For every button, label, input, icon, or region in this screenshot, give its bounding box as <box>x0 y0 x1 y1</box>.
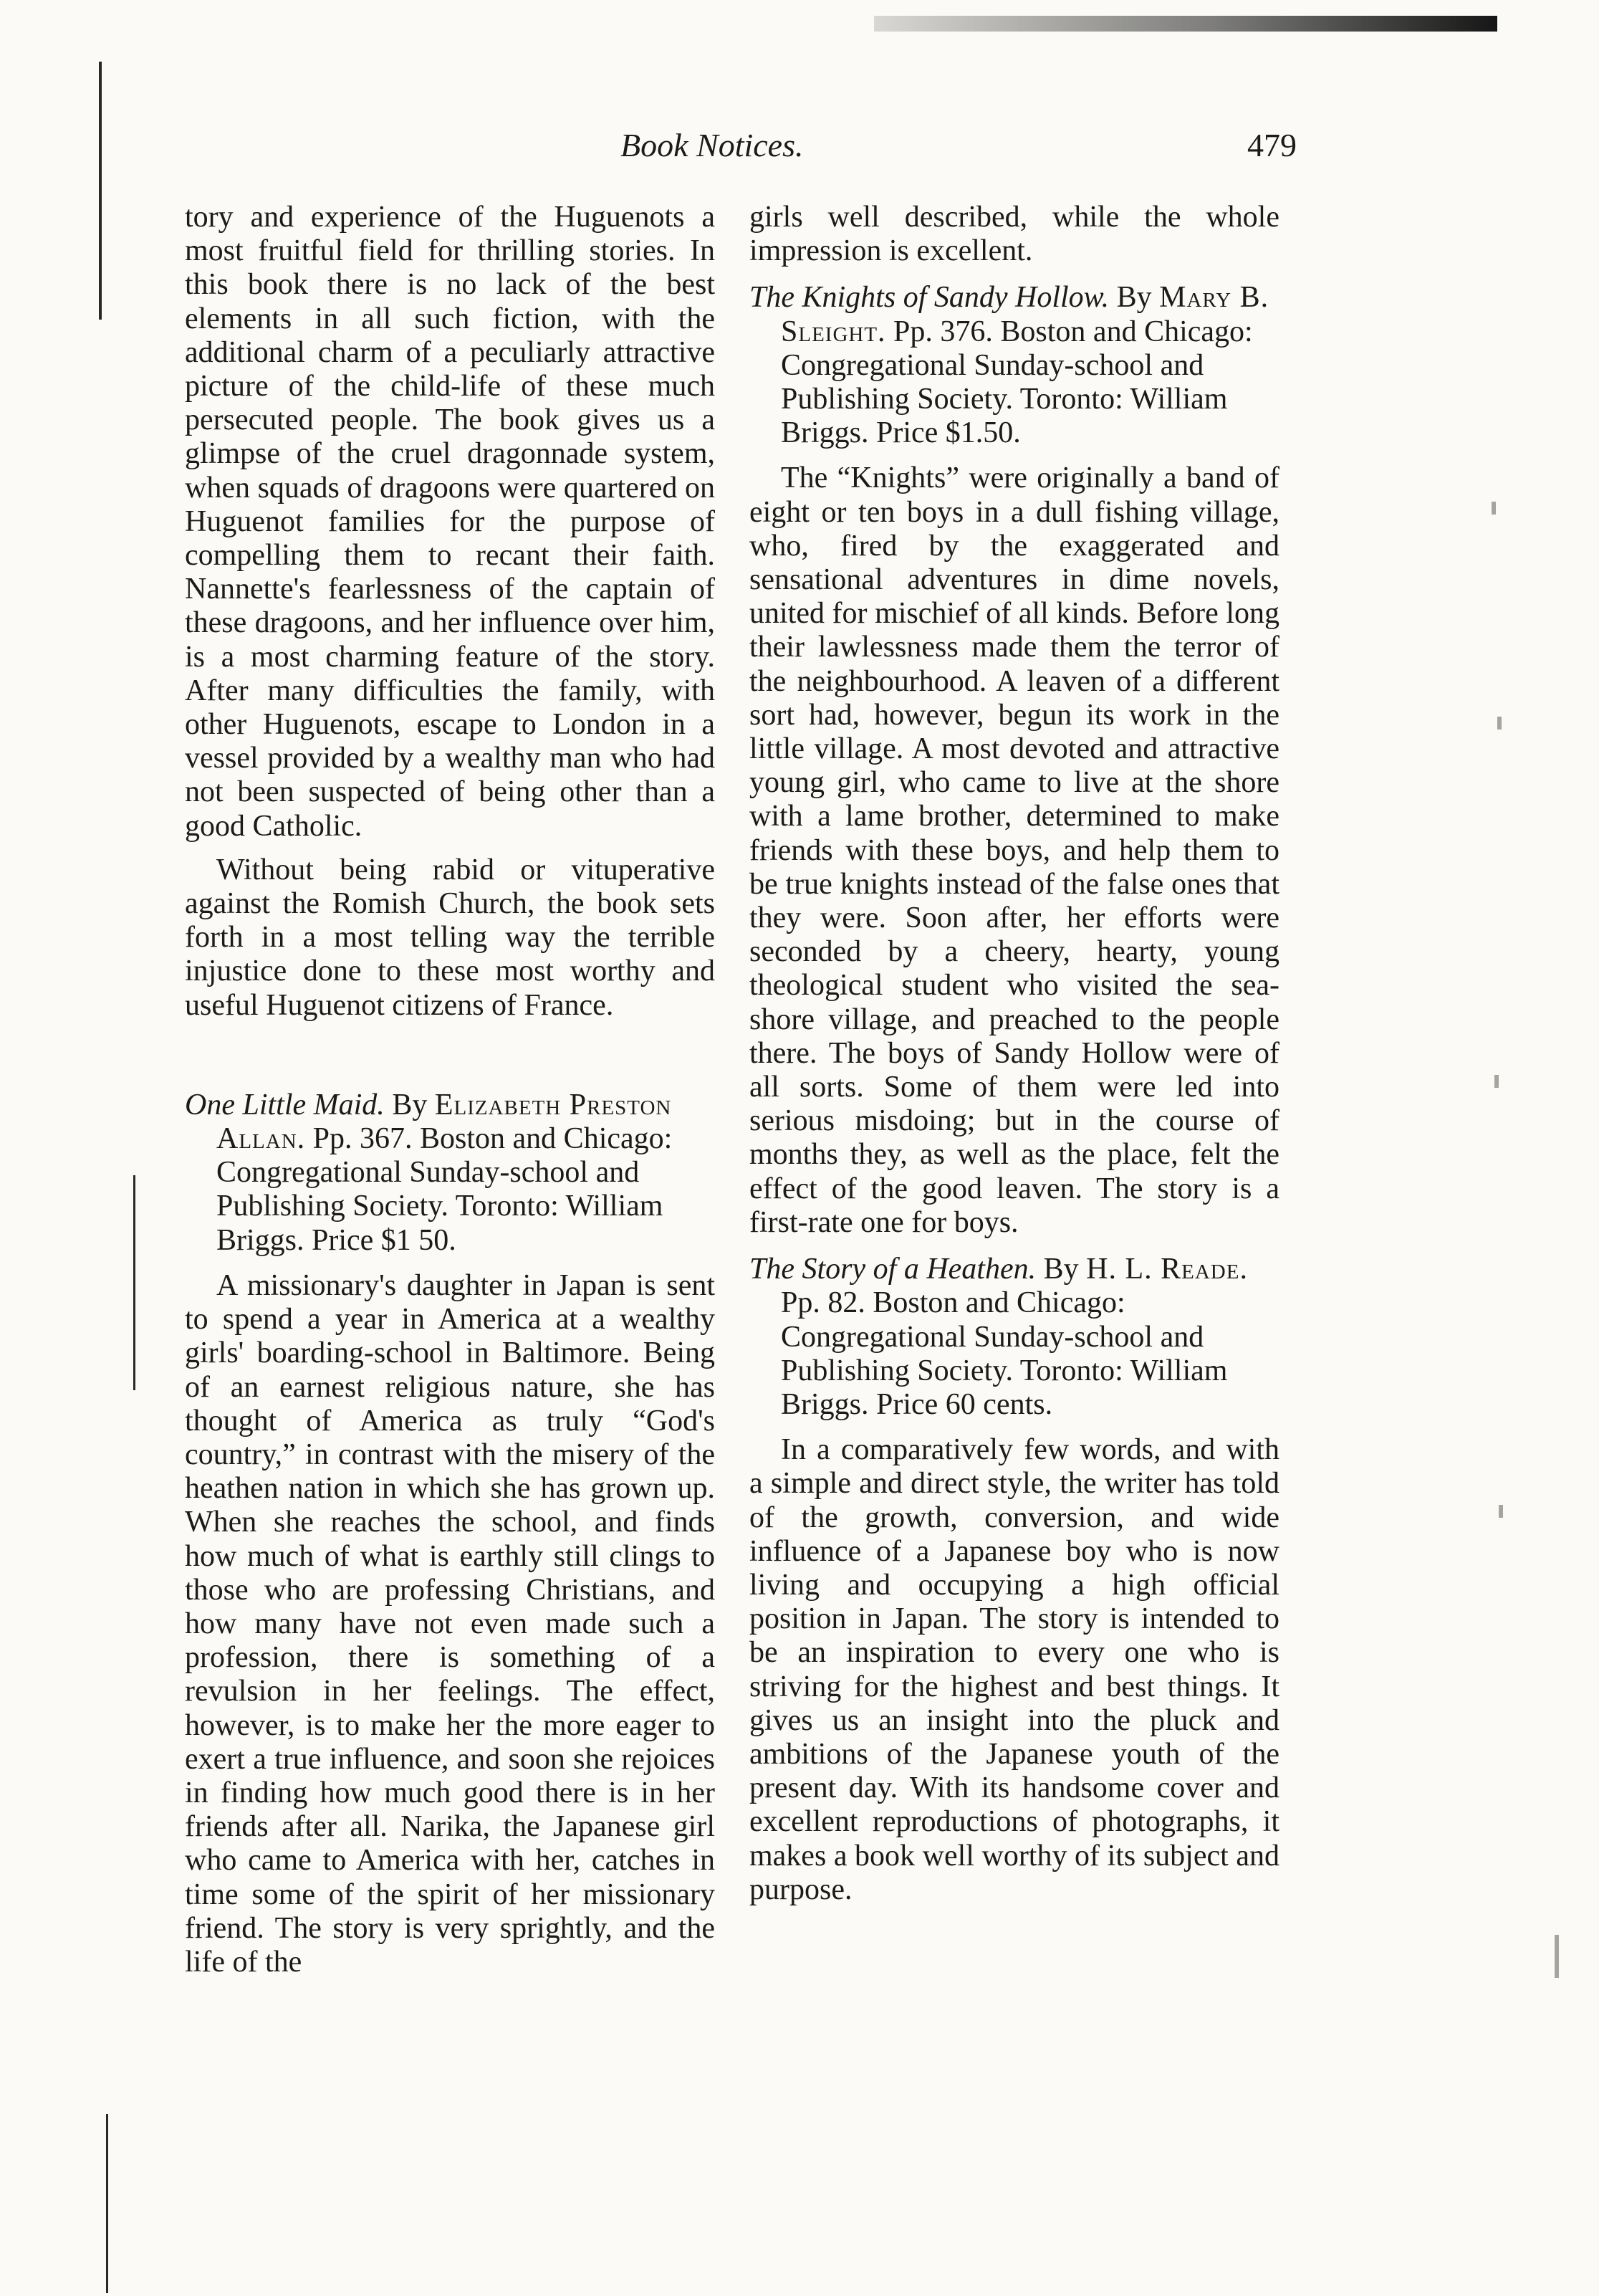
left-margin-mark <box>106 2114 108 2293</box>
running-title: Book Notices. <box>620 127 804 163</box>
body-paragraph: Without being rabid or vituperative against the Romish Church, the book sets forth in a most telling way the terrible injustice done to these most worthy and useful Huguenot citizens of France. <box>185 853 715 1022</box>
book-author: H. L. Reade. <box>1086 1253 1248 1286</box>
continuation-paragraph: girls well described, while the whole impression is excellent. <box>749 201 1279 268</box>
page-header <box>185 120 1297 171</box>
right-margin-speck <box>1494 1075 1499 1088</box>
right-margin-speck <box>1555 1935 1559 1978</box>
left-margin-mark <box>133 1175 135 1390</box>
by-word: By <box>1043 1253 1079 1286</box>
book-title: The Story of a Heathen. <box>749 1253 1037 1286</box>
by-word: By <box>1116 281 1152 315</box>
book-details: Pp. 376. Boston and Chicago: Congregational Sunday-school and Publishing Society. Toronto: William Briggs. Price $1.50. <box>781 315 1253 450</box>
book-notice-heading <box>185 1089 715 1258</box>
book-review-paragraph: In a comparatively few words, and with a simple and direct style, the writer has told of the growth, conversion, and wide influence of a Japanese boy who is now living and occupying a high official position in Japan. The story is intended to be an inspiration to every one who is striving for the highest and best things. It gives us an insight into the pluck and ambitions of the Japanese youth of the present day. With its handsome cover and excellent reproductions of photographs, it makes a book well worthy of its subject and purpose. <box>749 1433 1279 1906</box>
book-author: Mary B. Sleight. <box>781 281 1269 348</box>
top-printed-rule <box>874 16 1497 32</box>
left-margin-mark <box>99 62 102 320</box>
book-author: Elizabeth Preston Allan. <box>216 1088 672 1156</box>
book-review-paragraph: A missionary's daughter in Japan is sent to spend a year in America at a wealthy girls' boarding-school in Baltimore. Being of an earnest religious nature, she has thought of America as truly “God's country,” in contrast with the misery of the heathen nation in which she has grown up. When she reaches the school, and finds how much of what is earthly still clings to those who are professing Christians, and how many have not even made such a profession, there is something of a revulsion in her feelings. The effect, however, is to make her the more eager to exert a true influence, and soon she rejoices in finding how much good there is in her friends after all. Narika, the Japanese girl who came to America with her, catches in time some of the spirit of her missionary friend. The story is very sprightly, and the life of the <box>185 1268 715 1979</box>
right-margin-speck <box>1492 502 1496 515</box>
page-number: 479 <box>1247 127 1297 163</box>
book-title: The Knights of Sandy Hollow. <box>749 281 1110 315</box>
by-word: By <box>392 1088 428 1121</box>
book-review-paragraph: The “Knights” were originally a band of eight or ten boys in a dull fishing village, who, fired by the exaggerated and sensational adventures in dime novels, united for mischief of all kinds. Before long their lawlessness made them the terror of the neighbourhood. A leaven of a different sort had, however, begun its work in the little village. A most devoted and attractive young girl, who came to live at the shore with a lame brother, determined to make friends with these boys, and help them to be true knights instead of the false ones that they were. Soon after, her efforts were seconded by a cheery, hearty, young theological student who visited the sea-shore village, and preached to the people there. The boys of Sandy Hollow were of all sorts. Some of them were led into serious misdoing; but in the course of months they, as well as the place, felt the effect of the good leaven. The story is a first-rate one for boys. <box>749 461 1279 1239</box>
book-notice-heading <box>749 1253 1279 1422</box>
right-margin-speck <box>1499 1505 1503 1518</box>
book-details: Pp. 82. Boston and Chicago: Congregational Sunday-school and Publishing Society. Toronto: William Briggs. Price 60 cents. <box>781 1286 1228 1421</box>
right-column <box>749 201 1279 1917</box>
book-details: Pp. 367. Boston and Chicago: Congregational Sunday-school and Publishing Society. Toronto: William Briggs. Price $1 50. <box>216 1122 673 1257</box>
left-column <box>185 201 715 1989</box>
continuation-paragraph: tory and experience of the Huguenots a most fruitful field for thrilling stories. In this book there is no lack of the best elements in all such fiction, with the additional charm of a peculiarly attractive picture of the child-life of these much persecuted people. The book gives us a glimpse of the cruel dragonnade system, when squads of dragoons were quartered on Huguenot families for the purpose of compelling them to recant their faith. Nannette's fearlessness of the captain of these dragoons, and her influence over him, is a most charming feature of the story. After many difficulties the family, with other Huguenots, escape to London in a vessel provided by a wealthy man who had not been suspected of being other than a good Catholic. <box>185 201 715 843</box>
book-notice-heading <box>749 281 1279 450</box>
book-title: One Little Maid. <box>185 1088 385 1121</box>
right-margin-speck <box>1497 717 1502 730</box>
